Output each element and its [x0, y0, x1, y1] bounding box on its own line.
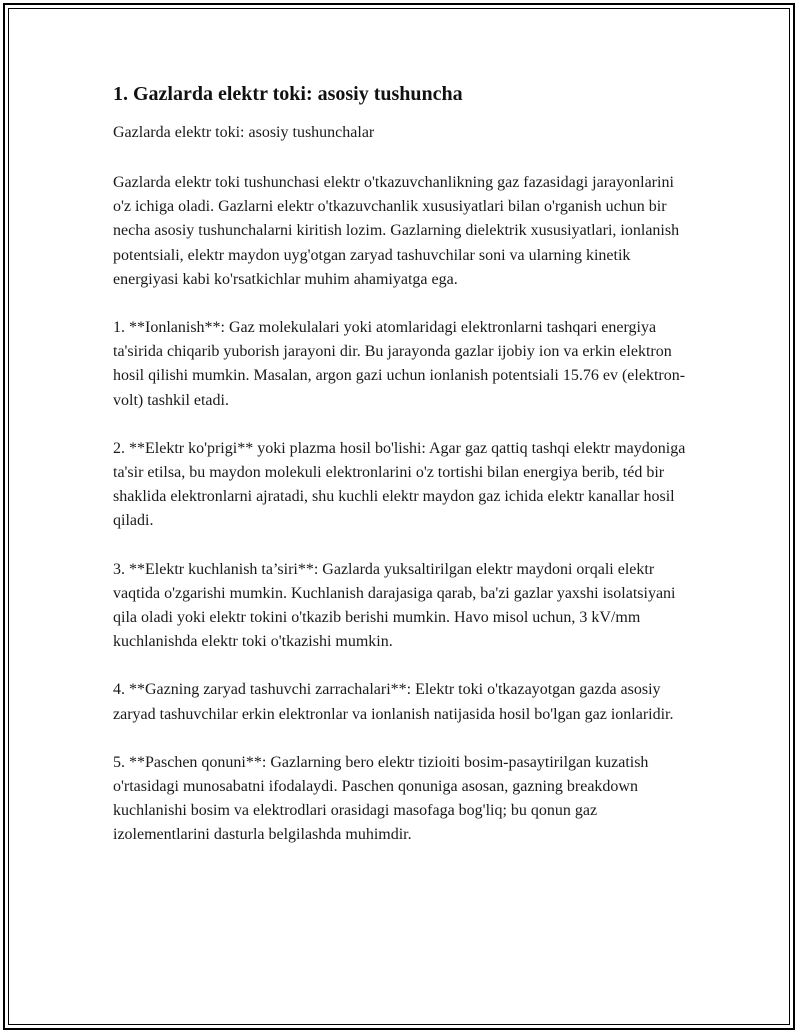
intro-paragraph: Gazlarda elektr toki tushunchasi elektr o'tkazuvchanlikning gaz fazasidagi jarayonlarini o'z ichiga oladi. Gazlarni elektr o'tkazuvchanlik xususiyatlari bilan o'rganish uchun bir necha asosiy tushunchalarni kiritish lozim. Gazlarning dielektrik xususiyatlari, ionlanish potentsiali, elektr maydon uyg'otgan zaryad tashuvchilar soni va ularning kinetik energiyasi kabi ko'rsatkichlar muhim ahamiyatga ega. — [113, 174, 680, 288]
document-title: 1. Gazlarda elektr toki: asosiy tushuncha — [113, 83, 463, 105]
paragraph-elektr-kuchlanish: 3. **Elektr kuchlanish ta’siri**: Gazlarda yuksaltirilgan elektr maydoni orqali elektr vaqtida o'zgarishi mumkin. Kuchlanish darajasiga qarab, ba'zi gazlar yaxshi isolatsiyani qila oladi yoki elektr tokini o'tkazib berishi mumkin. Havo misol uchun, 3 kV/mm kuchlanishda elektr toki o'tkazishi mumkin. — [113, 560, 676, 651]
document-subtitle: Gazlarda elektr toki: asosiy tushunchalar — [113, 124, 375, 141]
document-body — [113, 80, 688, 872]
paragraph-zaryad-tashuvchi: 4. **Gazning zaryad tashuvchi zarrachalari**: Elektr toki o'tkazayotgan gazda asosiy zaryad tashuvchilar erkin elektronlar va ionlanish natijasida hosil bo'lgan gaz ionlaridir. — [113, 681, 674, 723]
paragraph-elektr-koprigi: 2. **Elektr ko'prigi** yoki plazma hosil bo'lishi: Agar gaz qattiq tashqi elektr maydoniga ta'sir etilsa, bu maydon molekuli elektronlarini o'z tortishi bilan energiya berib, téd bir shaklida elektronlarni ajratadi, shu kuchli elektr maydon gaz ichida elektr kanallar hosil qiladi. — [113, 439, 686, 530]
paragraph-paschen-qonuni: 5. **Paschen qonuni**: Gazlarning bero elektr tizioiti bosim-pasaytirilgan kuzatish o'rtasidagi munosabatni ifodalaydi. Paschen qonuniga asosan, gazning breakdown kuchlanishi bosim va elektrodlari orasidagi masofaga bog'liq; bu qonun gaz izolementlarini dasturla belgilashda muhimdir. — [113, 753, 649, 844]
paragraph-ionlanish: 1. **Ionlanish**: Gaz molekulalari yoki atomlaridagi elektronlarni tashqari energiya ta'sirida chiqarib yuborish jarayoni dir. Bu jarayonda gazlar ijobiy ion va erkin elektron hosil qilishi mumkin. Masalan, argon gazi uchun ionlanish potentsiali 15.76 ev (elektron-volt) tashkil etadi. — [113, 319, 686, 409]
